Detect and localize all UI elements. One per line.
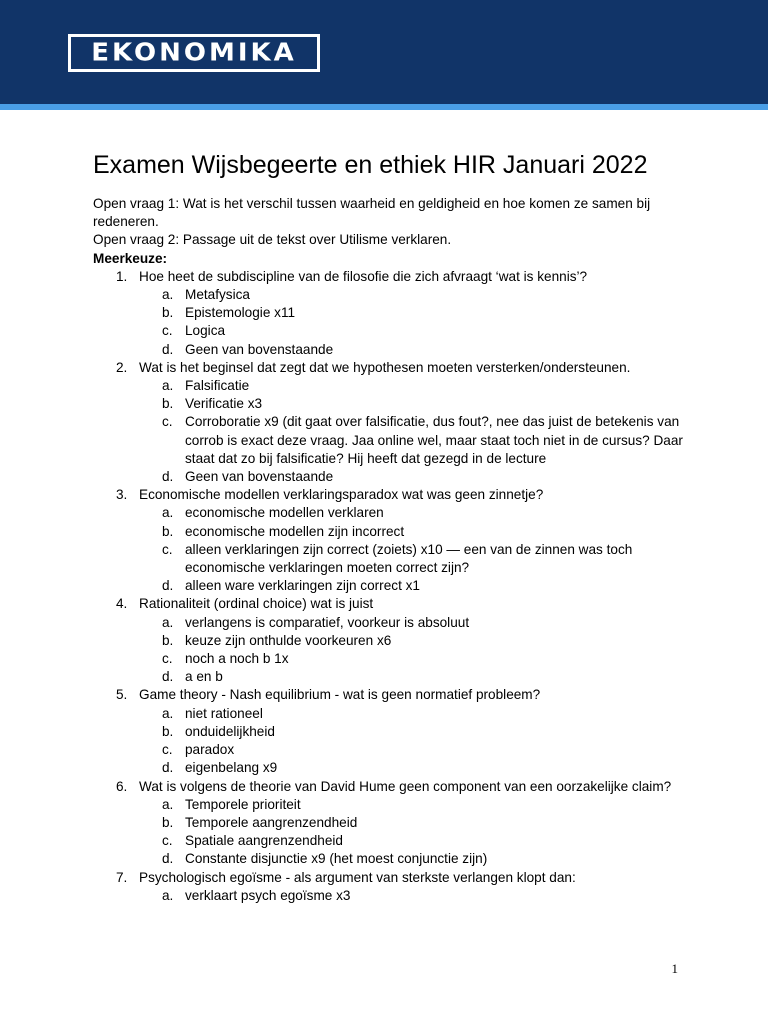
question-text: Hoe heet de subdiscipline van de filosofie die zich afvraagt ‘wat is kennis’? — [139, 268, 588, 284]
answer-option — [139, 468, 683, 486]
option-letter: d. — [162, 469, 174, 485]
option-list — [139, 796, 683, 869]
answer-option — [139, 377, 683, 395]
document-body — [93, 195, 683, 905]
open-question-2: Open vraag 2: Passage uit de tekst over Utilisme verklaren. — [93, 232, 452, 248]
option-letter: b. — [162, 305, 174, 321]
question-number: 2. — [116, 359, 128, 375]
option-list — [139, 614, 683, 687]
question-number: 4. — [116, 596, 128, 612]
option-text: verlangens is comparatief, voorkeur is absoluut — [185, 614, 470, 630]
option-text: Constante disjunctie x9 (het moest conjunctie zijn) — [185, 851, 488, 867]
option-text: Spatiale aangrenzendheid — [185, 833, 343, 849]
option-letter: c. — [162, 742, 173, 758]
question-item — [93, 869, 683, 905]
option-text: Temporele aangrenzendheid — [185, 814, 358, 830]
ekonomika-logo[interactable] — [68, 34, 320, 72]
option-letter: b. — [162, 396, 174, 412]
answer-option — [139, 723, 683, 741]
option-text: Falsificatie — [185, 378, 250, 394]
option-text: alleen ware verklaringen zijn correct x1 — [185, 578, 420, 594]
open-question-1: Open vraag 1: Wat is het verschil tussen waarheid en geldigheid en hoe komen ze samen bij redeneren. — [93, 196, 651, 230]
option-list — [139, 887, 683, 905]
header-banner — [0, 0, 768, 104]
logo-text: EKONOMIKA — [91, 38, 297, 68]
option-text: a en b — [185, 669, 223, 685]
question-item — [93, 486, 683, 595]
answer-option — [139, 304, 683, 322]
question-number: 6. — [116, 778, 128, 794]
answer-option — [139, 705, 683, 723]
option-text: Logica — [185, 323, 226, 339]
option-text: alleen verklaringen zijn correct (zoiets) x10 — een van de zinnen was toch economische verklaringen moeten correct zijn? — [185, 541, 633, 576]
header-accent-stripe — [0, 104, 768, 110]
answer-option — [139, 577, 683, 595]
option-letter: d. — [162, 760, 174, 776]
answer-option — [139, 759, 683, 777]
option-text: verklaart psych egoïsme x3 — [185, 887, 351, 903]
question-number: 5. — [116, 687, 128, 703]
option-letter: a. — [162, 705, 174, 721]
question-text: Psychologisch egoïsme - als argument van sterkste verlangen klopt dan: — [139, 869, 576, 885]
option-letter: a. — [162, 505, 174, 521]
option-text: niet rationeel — [185, 705, 263, 721]
answer-option — [139, 832, 683, 850]
option-letter: c. — [162, 833, 173, 849]
option-text: Geen van bovenstaande — [185, 469, 334, 485]
option-text: Epistemologie x11 — [185, 305, 296, 321]
option-text: Geen van bovenstaande — [185, 341, 334, 357]
answer-option — [139, 413, 683, 468]
option-letter: d. — [162, 341, 174, 357]
answer-option — [139, 741, 683, 759]
multiple-choice-heading: Meerkeuze: — [93, 250, 168, 266]
question-text: Economische modellen verklaringsparadox wat was geen zinnetje? — [139, 487, 544, 503]
question-text: Wat is het beginsel dat zegt dat we hypothesen moeten versterken/ondersteunen. — [139, 359, 631, 375]
option-letter: d. — [162, 669, 174, 685]
option-text: Temporele prioriteit — [185, 796, 301, 812]
option-text: paradox — [185, 742, 235, 758]
answer-option — [139, 632, 683, 650]
option-text: keuze zijn onthulde voorkeuren x6 — [185, 632, 392, 648]
question-item — [93, 686, 683, 777]
question-item — [93, 268, 683, 359]
answer-option — [139, 650, 683, 668]
option-letter: c. — [162, 651, 173, 667]
answer-option — [139, 796, 683, 814]
option-text: economische modellen zijn incorrect — [185, 523, 405, 539]
answer-option — [139, 541, 683, 577]
option-letter: b. — [162, 523, 174, 539]
answer-option — [139, 814, 683, 832]
question-text: Game theory - Nash equilibrium - wat is geen normatief probleem? — [139, 687, 541, 703]
answer-option — [139, 887, 683, 905]
option-text: onduidelijkheid — [185, 723, 275, 739]
question-number: 7. — [116, 869, 128, 885]
option-letter: c. — [162, 323, 173, 339]
answer-option — [139, 523, 683, 541]
question-item — [93, 359, 683, 486]
option-letter: b. — [162, 723, 174, 739]
option-text: Corroboratie x9 (dit gaat over falsificatie, dus fout?, nee das juist de betekenis van corrob is exact deze vraag. Jaa online wel, maar staat toch niet in de cursus? Daar staat dat zo bij falsificatie? Hij heeft dat gezegd in de lecture — [185, 414, 683, 466]
option-letter: a. — [162, 796, 174, 812]
option-list — [139, 286, 683, 359]
option-letter: c. — [162, 541, 173, 557]
question-item — [93, 595, 683, 686]
option-letter: b. — [162, 814, 174, 830]
option-text: eigenbelang x9 — [185, 760, 278, 776]
option-letter: a. — [162, 287, 174, 303]
question-number: 3. — [116, 487, 128, 503]
option-letter: a. — [162, 378, 174, 394]
answer-option — [139, 668, 683, 686]
option-letter: a. — [162, 614, 174, 630]
question-list — [93, 268, 683, 905]
option-text: Verificatie x3 — [185, 396, 263, 412]
answer-option — [139, 395, 683, 413]
answer-option — [139, 341, 683, 359]
option-list — [139, 705, 683, 778]
option-letter: a. — [162, 887, 174, 903]
option-text: Metafysica — [185, 287, 250, 303]
question-text: Rationaliteit (ordinal choice) wat is juist — [139, 596, 374, 612]
option-text: noch a noch b 1x — [185, 651, 289, 667]
page-number: 1 — [671, 961, 678, 976]
answer-option — [139, 614, 683, 632]
option-letter: d. — [162, 851, 174, 867]
option-letter: b. — [162, 632, 174, 648]
question-text: Wat is volgens de theorie van David Hume geen component van een oorzakelijke claim? — [139, 778, 672, 794]
answer-option — [139, 322, 683, 340]
option-text: economische modellen verklaren — [185, 505, 384, 521]
option-list — [139, 377, 683, 486]
answer-option — [139, 286, 683, 304]
option-letter: c. — [162, 414, 173, 430]
question-number: 1. — [116, 268, 128, 284]
option-list — [139, 504, 683, 595]
question-item — [93, 778, 683, 869]
answer-option — [139, 504, 683, 522]
document-title: Examen Wijsbegeerte en ethiek HIR Januari 2022 — [93, 151, 648, 179]
answer-option — [139, 850, 683, 868]
option-letter: d. — [162, 578, 174, 594]
